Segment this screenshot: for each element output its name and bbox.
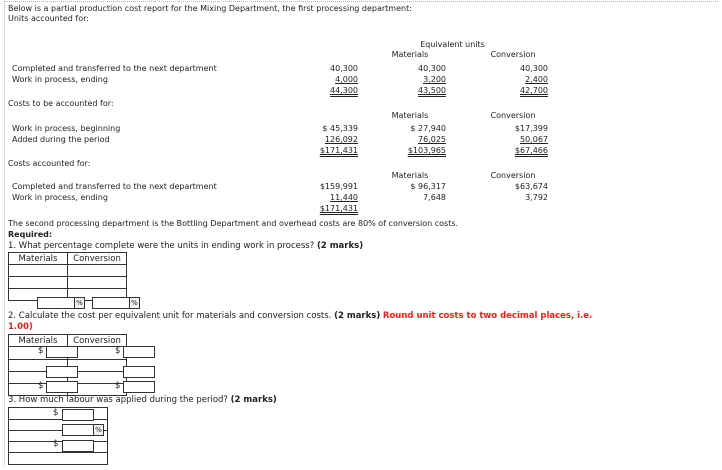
ca-total: $171,431 [319, 204, 358, 213]
cta-materials-header: Materials [391, 111, 429, 120]
q1-materials-pct-input[interactable] [37, 297, 75, 309]
page-frame-top [4, 1, 718, 2]
q2-rounding-example: 1.00) [8, 322, 33, 332]
q1-conversion-pct-input[interactable] [92, 297, 130, 309]
q2-conversion-currency-1: $ [115, 346, 121, 356]
cta-row-beginning-materials: $ 27,940 [410, 124, 446, 133]
q2-conversion-input-3[interactable] [123, 381, 155, 393]
cta-row-added-materials: 76,025 [418, 135, 446, 144]
units-materials-header: Materials [391, 50, 429, 59]
units-heading: Units accounted for: [8, 14, 89, 23]
ca-row-wip-total: 11,440 [330, 193, 358, 202]
ca-row-completed-materials: $ 96,317 [410, 182, 446, 191]
units-conversion-header: Conversion [490, 50, 536, 59]
q1-blank-cell [9, 265, 68, 277]
cta-row-added-label: Added during the period [12, 135, 110, 144]
q2-col-conversion: Conversion [68, 335, 127, 347]
q2-materials-input-2[interactable] [46, 366, 78, 378]
q2-conversion-input-1[interactable] [123, 346, 155, 358]
units-row-completed-conversion: 40,300 [520, 64, 548, 73]
cta-row-added-total: 126,092 [324, 135, 358, 144]
q2-materials-input-1[interactable] [46, 346, 78, 358]
q3-text: 3. How much labour was applied during the period? [8, 395, 228, 405]
required-label: Required: [8, 230, 53, 239]
q1-blank-cell [68, 265, 127, 277]
q1-marks: (2 marks) [316, 241, 364, 251]
units-row-completed-label: Completed and transferred to the next department [12, 64, 217, 73]
q2-rounding-note: Round unit costs to two decimal places, i.e. [382, 311, 593, 321]
units-total-materials: 43,500 [418, 86, 446, 95]
units-total-conversion: 42,700 [520, 86, 548, 95]
q1-text: 1. What percentage complete were the units in ending work in process? [8, 241, 315, 251]
costs-accounted-heading: Costs accounted for: [8, 159, 91, 168]
q3-input-1[interactable] [62, 409, 94, 421]
q3-blank-cell [9, 453, 108, 465]
ca-row-completed-label: Completed and transferred to the next department [12, 182, 217, 191]
ca-row-completed-conversion: $63,674 [514, 182, 548, 191]
ca-row-wip-conversion: 3,792 [525, 193, 548, 202]
ca-row-completed-total: $159,991 [319, 182, 358, 191]
q1-conversion-pct-symbol: % [129, 297, 140, 309]
equiv-units-label: Equivalent units [420, 40, 485, 49]
page-frame-left [4, 1, 5, 466]
q1-blank-cell [68, 277, 127, 289]
ca-materials-header: Materials [391, 171, 429, 180]
q1-col-materials: Materials [9, 253, 68, 265]
cta-row-beginning-conversion: $17,399 [514, 124, 548, 133]
q2-materials-currency-2: $ [38, 381, 44, 391]
q1-answer-grid [8, 252, 127, 301]
cta-total-materials: $103,965 [407, 146, 446, 155]
intro-text: Below is a partial production cost report for the Mixing Department, the first processing department: [8, 4, 412, 13]
cta-conversion-header: Conversion [490, 111, 536, 120]
q2-marks: (2 marks) [334, 311, 381, 321]
second-dept-note: The second processing department is the Bottling Department and overhead costs are 80% of conversion costs. [8, 219, 459, 228]
q3-input-2[interactable] [62, 440, 94, 452]
q3-currency-1: $ [53, 408, 59, 418]
q2-text: 2. Calculate the cost per equivalent unit for materials and conversion costs. [8, 311, 332, 321]
cta-row-beginning-label: Work in process, beginning [12, 124, 121, 133]
q3-marks: (2 marks) [230, 395, 277, 405]
q2-materials-input-3[interactable] [46, 381, 78, 393]
units-row-wip-conversion: 2,400 [525, 75, 548, 84]
q2-materials-currency-1: $ [38, 346, 44, 356]
q2-conversion-input-2[interactable] [123, 366, 155, 378]
cta-total: $171,431 [319, 146, 358, 155]
q3-currency-2: $ [53, 439, 59, 449]
units-row-wip-label: Work in process, ending [12, 75, 108, 84]
units-total: 44,300 [330, 86, 358, 95]
q2-conversion-currency-2: $ [115, 381, 121, 391]
q2-col-materials: Materials [9, 335, 68, 347]
ca-row-wip-label: Work in process, ending [12, 193, 108, 202]
cta-row-beginning-total: $ 45,339 [322, 124, 358, 133]
q3-pct-input[interactable] [62, 424, 94, 436]
ca-row-wip-materials: 7,648 [423, 193, 446, 202]
units-row-completed-total: 40,300 [330, 64, 358, 73]
q3-pct-symbol: % [93, 424, 104, 436]
cta-row-added-conversion: 50,067 [520, 135, 548, 144]
cta-total-conversion: $67,466 [514, 146, 548, 155]
q1-materials-pct-symbol: % [74, 297, 85, 309]
units-row-wip-total: 4,000 [335, 75, 358, 84]
ca-conversion-header: Conversion [490, 171, 536, 180]
units-row-completed-materials: 40,300 [418, 64, 446, 73]
units-row-wip-materials: 3,200 [423, 75, 446, 84]
q1-blank-cell [9, 277, 68, 289]
q1-col-conversion: Conversion [68, 253, 127, 265]
costs-to-account-heading: Costs to be accounted for: [8, 99, 114, 108]
